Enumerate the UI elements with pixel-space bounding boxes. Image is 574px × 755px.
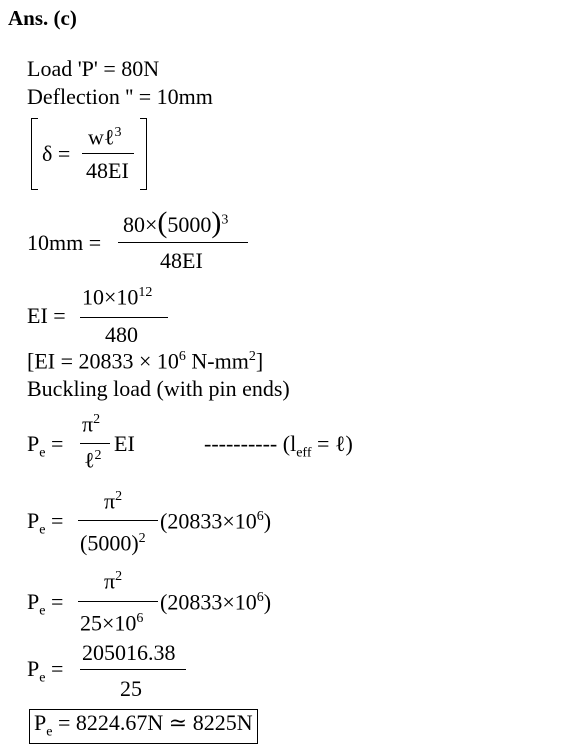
right-bracket [140, 118, 147, 190]
f6-after-a: (20833×10 [160, 508, 257, 534]
f2-denominator: 48EI [160, 248, 203, 273]
f6-fraction-bar [78, 520, 158, 521]
f3-denominator: 480 [105, 322, 138, 347]
f5-dash-end: = ℓ) [311, 431, 353, 456]
f7-p: P [27, 589, 40, 614]
f5-lhs [27, 433, 63, 460]
f3-num-text: 10×10 [82, 284, 139, 310]
f6-den-sup: 2 [138, 531, 146, 546]
f1-numerator [88, 126, 121, 148]
f6-p-sub: e [39, 522, 46, 538]
deflection-line: Deflection '' = 10mm [27, 84, 213, 109]
f6-denominator [80, 532, 146, 554]
f7-p-sub: e [39, 603, 46, 619]
f9-rest: = 8224.67N ≃ 8225N [52, 710, 253, 735]
f5-num-sup: 2 [93, 412, 101, 427]
delta-lhs: δ = [42, 141, 71, 166]
f3-num-sup: 12 [138, 285, 153, 300]
f6-lhs [27, 510, 63, 537]
ei-result-sup: 6 [178, 349, 186, 364]
f7-after-a: (20833×10 [160, 589, 257, 615]
f7-eq: = [50, 589, 64, 614]
buckling-heading: Buckling load (with pin ends) [27, 376, 290, 401]
f5-p-sub: e [39, 445, 46, 461]
load-line: Load 'P' = 80N [27, 56, 160, 81]
f6-den: (5000) [80, 530, 139, 556]
f8-p-sub: e [39, 670, 46, 686]
f5-den: ℓ [84, 447, 95, 473]
f2-num-b: 5000 [167, 212, 212, 237]
f8-denominator: 25 [120, 676, 142, 701]
f7-num: π [104, 568, 116, 594]
ei-result [27, 350, 263, 372]
ei-result-sup2: 2 [248, 349, 256, 364]
answer-heading: Ans. (c) [8, 6, 77, 30]
f5-p: P [27, 431, 40, 456]
f2-numerator: $80\times(5000)^3$ [123, 206, 229, 239]
f1-fraction-bar [82, 153, 134, 154]
f5-den-sup: 2 [94, 448, 102, 463]
f6-num-sup: 2 [115, 489, 123, 504]
f5-numerator [82, 413, 100, 435]
f5-eq: = [50, 431, 64, 456]
f7-after [160, 591, 271, 613]
f9-p: P [34, 710, 47, 735]
f3-numerator [82, 286, 152, 308]
f7-after-sup: 6 [256, 590, 264, 605]
f7-num-sup: 2 [115, 569, 123, 584]
f7-den-sup: 6 [136, 611, 144, 626]
final-answer-box [29, 709, 258, 744]
f6-p: P [27, 508, 40, 533]
f7-den: 25×10 [80, 610, 137, 636]
f2-num-a: 80× [123, 212, 158, 237]
f1-num-sup: 3 [114, 125, 122, 140]
f6-after-end: ) [263, 508, 272, 534]
f2-lhs: 10mm = [27, 230, 102, 255]
left-bracket [31, 118, 38, 190]
f8-eq: = [50, 656, 64, 681]
f3-lhs: EI = [27, 303, 66, 328]
f7-lhs [27, 591, 63, 618]
f6-num: π [104, 488, 116, 514]
f5-fraction-bar [80, 443, 110, 444]
f5-num: π [82, 411, 94, 437]
f3-fraction-bar [80, 317, 168, 318]
f8-fraction-bar [80, 669, 186, 670]
f2-num-sup: 3 [221, 212, 229, 228]
f6-numerator [104, 490, 122, 512]
f2-fraction-bar [118, 242, 248, 243]
ei-result-c: ] [255, 348, 264, 374]
f6-after [160, 510, 271, 532]
f5-dash: ---------- (l [204, 431, 297, 456]
f7-fraction-bar [78, 601, 158, 602]
f8-lhs [27, 658, 63, 685]
f7-denominator [80, 612, 143, 634]
f5-after: EI [114, 431, 135, 456]
ei-result-a: [EI = 20833 × 10 [27, 348, 179, 374]
f6-after-sup: 6 [256, 509, 264, 524]
f9-p-sub: e [46, 724, 53, 740]
f8-p: P [27, 656, 40, 681]
f1-denominator: 48EI [86, 158, 129, 183]
f1-num-text: wℓ [88, 124, 115, 150]
f8-numerator: 205016.38 [82, 640, 176, 665]
f5-dash-note [204, 433, 353, 460]
f6-eq: = [50, 508, 64, 533]
ei-result-b: N-mm [185, 348, 249, 374]
f7-numerator [104, 570, 122, 592]
f5-dash-sub: eff [296, 445, 312, 461]
f7-after-end: ) [263, 589, 272, 615]
f5-denominator [84, 449, 102, 471]
